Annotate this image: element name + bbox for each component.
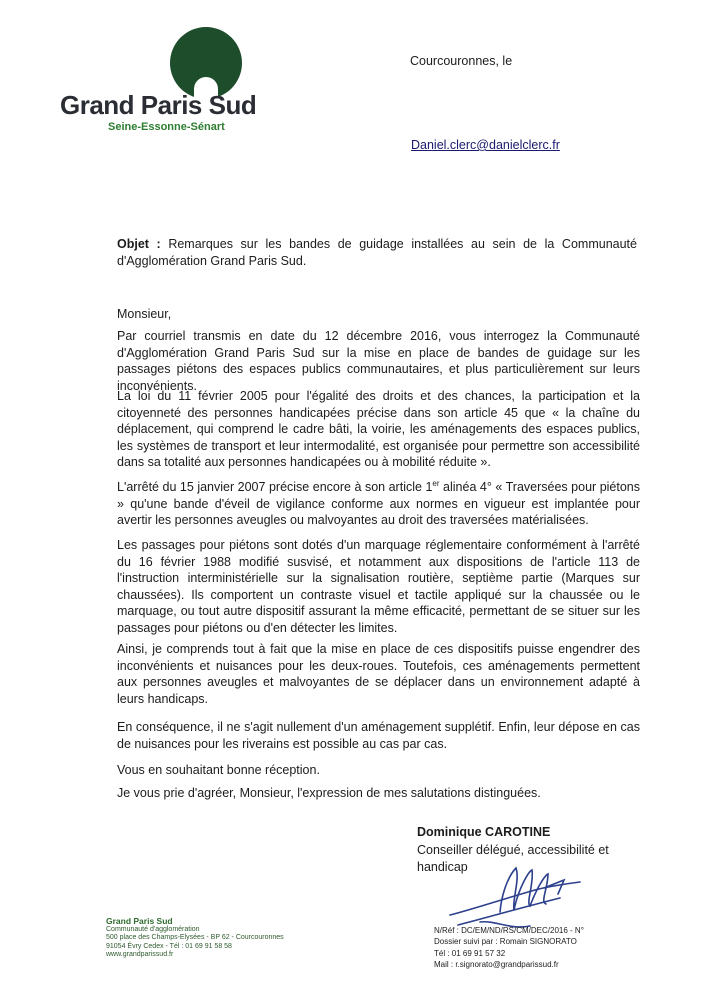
footer-address — [106, 917, 284, 960]
reference-number: N/Réf : DC/EM/ND/RS/CM/DEC/2016 - N° — [434, 926, 584, 935]
greeting: Monsieur, — [117, 307, 172, 321]
closing-formula: Je vous prie d'agréer, Monsieur, l'expression de mes salutations distinguées. — [117, 786, 541, 800]
brand-name: Grand Paris Sud — [60, 90, 257, 120]
contact-phone: Tél : 01 69 91 57 32 — [434, 948, 506, 958]
brand-subtitle: Seine-Essonne-Sénart — [108, 121, 225, 133]
reference-block — [434, 925, 584, 970]
signatory-role: Conseiller délégué, accessibilité et handicap — [417, 843, 609, 874]
subject-label: Objet : — [117, 237, 161, 251]
footer-address-line-2: 91054 Évry Cedex - Tél : 01 69 91 58 58 — [106, 942, 232, 950]
logo-icon — [170, 27, 242, 99]
paragraph-7: Vous en souhaitant bonne réception. — [117, 763, 320, 777]
footer-org-name: Grand Paris Sud — [106, 916, 173, 926]
paragraph-3-superscript: er — [432, 479, 440, 488]
place-date: Courcouronnes, le — [410, 54, 513, 68]
paragraph-5: Ainsi, je comprends tout à fait que la mise en place de ces dispositifs puisse engendrer des inconvénients et nuisances pour les deux-roues. Toutefois, ces aménagements permettent aux personnes aveugles et malvoyantes de se déplacer dans un environnement adapté à leurs handicaps. — [117, 642, 640, 706]
file-followed-by: Dossier suivi par : Romain SIGNORATO — [434, 937, 577, 947]
paragraph-3-start: L'arrêté du 15 janvier 2007 précise encore à son article 1 — [117, 480, 433, 495]
footer-org-type: Communauté d'agglomération — [106, 925, 200, 933]
paragraph-3-end: alinéa 4° « Traversées pour piétons » qu'une bande d'éveil de vigilance conforme aux normes en vigueur est implantée pour avertir les personnes aveugles ou malvoyantes au droit des traversées matérialisées. — [117, 480, 641, 528]
footer-address-line-1: 500 place des Champs-Elysées - BP 62 - Courcouronnes — [106, 934, 284, 942]
paragraph-1: Par courriel transmis en date du 12 décembre 2016, vous interrogez la Communauté d'Agglomération Grand Paris Sud sur la mise en place de bandes de guidage sur les passages piétons des espaces publics communautaires, et plus particulièrement sur leurs inconvénients. — [117, 329, 640, 393]
paragraph-2: La loi du 11 février 2005 pour l'égalité des droits et des chances, la participation et la citoyenneté des personnes handicapées précise dans son article 45 que « la chaîne du déplacement, qui comprend le cadre bâti, la voirie, les aménagements des espaces publics, les systèmes de transport et leur intermodalité, est organisée pour permettre son accessibilité dans sa totalité aux personnes handicapées ou à mobilité réduite ». — [117, 389, 640, 469]
subject-line — [117, 236, 637, 269]
handwritten-signature — [440, 860, 590, 935]
recipient-email-link[interactable]: Daniel.clerc@danielclerc.fr — [411, 138, 560, 152]
signatory-name: Dominique CAROTINE — [417, 825, 551, 839]
paragraph-3 — [117, 476, 640, 529]
subject-text: Remarques sur les bandes de guidage installées au sein de la Communauté d'Agglomération Grand Paris Sud. — [117, 237, 637, 268]
paragraph-4: Les passages pour piétons sont dotés d'un marquage réglementaire conformément à l'arrêté du 16 février 1988 modifié susvisé, et notamment aux dispositions de l'article 113 de l'instruction interministérielle sur la signalisation routière, septième partie (Marques sur chaussées). Ils comportent un contraste visuel et tactile appliqué sur la chaussée ou le marquage, ou tout autre dispositif assurant la même efficacité, permettant de se situer sur les passages pour piétons ou d'en détecter les limites. — [117, 538, 640, 635]
footer-website: www.grandparissud.fr — [106, 951, 174, 959]
paragraph-6: En conséquence, il ne s'agit nullement d'un aménagement supplétif. Enfin, leur dépose en cas de nuisances pour les riverains est possible au cas par cas. — [117, 720, 640, 751]
contact-mail: Mail : r.signorato@grandparissud.fr — [434, 959, 559, 969]
